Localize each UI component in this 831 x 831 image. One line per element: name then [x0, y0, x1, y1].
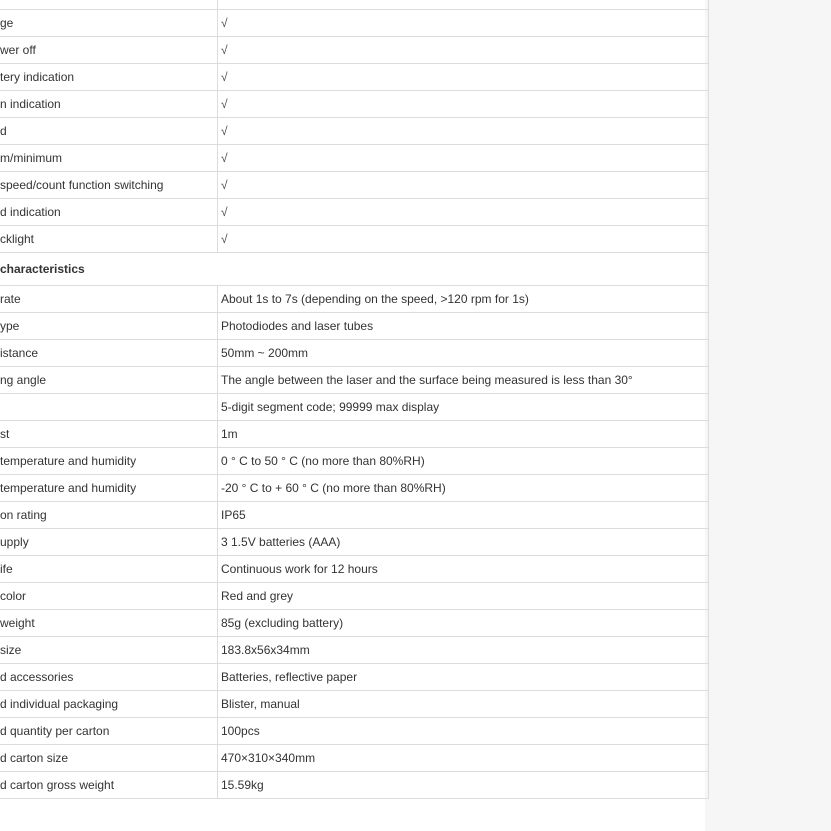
spec-value: Blister, manual — [218, 691, 709, 718]
check-mark: √ — [218, 172, 709, 199]
table-row — [0, 286, 709, 313]
strip-cell-value — [218, 0, 709, 10]
table-row — [0, 448, 709, 475]
spec-label: speed/count function switching — [0, 172, 218, 199]
spec-value: IP65 — [218, 502, 709, 529]
table-row — [0, 340, 709, 367]
table-row — [0, 745, 709, 772]
spec-value: 0 ° C to 50 ° C (no more than 80%RH) — [218, 448, 709, 475]
check-mark: √ — [218, 226, 709, 253]
spec-label: tery indication — [0, 64, 218, 91]
table-row — [0, 226, 709, 253]
spec-value: About 1s to 7s (depending on the speed, >120 rpm for 1s) — [218, 286, 709, 313]
section-header-row — [0, 253, 709, 286]
spec-label: ype — [0, 313, 218, 340]
spec-label: size — [0, 637, 218, 664]
table-row — [0, 772, 709, 799]
spec-label: weight — [0, 610, 218, 637]
spec-value: 15.59kg — [218, 772, 709, 799]
spec-value: 183.8x56x34mm — [218, 637, 709, 664]
spec-value: 5-digit segment code; 99999 max display — [218, 394, 709, 421]
table-row — [0, 10, 709, 37]
table-row — [0, 610, 709, 637]
table-row-top-strip — [0, 0, 709, 10]
spec-label: upply — [0, 529, 218, 556]
strip-cell-label — [0, 0, 218, 10]
spec-label: on rating — [0, 502, 218, 529]
table-row — [0, 172, 709, 199]
spec-label: m/minimum — [0, 145, 218, 172]
spec-label: cklight — [0, 226, 218, 253]
table-row — [0, 367, 709, 394]
table-row — [0, 502, 709, 529]
spec-label: istance — [0, 340, 218, 367]
spec-value: -20 ° C to + 60 ° C (no more than 80%RH) — [218, 475, 709, 502]
spec-value: Batteries, reflective paper — [218, 664, 709, 691]
table-row — [0, 91, 709, 118]
spec-value: 470×310×340mm — [218, 745, 709, 772]
spec-label: d — [0, 118, 218, 145]
check-mark: √ — [218, 10, 709, 37]
spec-label: color — [0, 583, 218, 610]
spec-label: d carton size — [0, 745, 218, 772]
spec-value: The angle between the laser and the surface being measured is less than 30° — [218, 367, 709, 394]
spec-label: ife — [0, 556, 218, 583]
table-row — [0, 64, 709, 91]
spec-value: 50mm ~ 200mm — [218, 340, 709, 367]
check-mark: √ — [218, 91, 709, 118]
spec-label — [0, 394, 218, 421]
table-row — [0, 118, 709, 145]
spec-label: d accessories — [0, 664, 218, 691]
spec-value: Red and grey — [218, 583, 709, 610]
check-mark: √ — [218, 64, 709, 91]
spec-label: d individual packaging — [0, 691, 218, 718]
spec-value: 100pcs — [218, 718, 709, 745]
table-row — [0, 637, 709, 664]
spec-value: 85g (excluding battery) — [218, 610, 709, 637]
spec-value: Continuous work for 12 hours — [218, 556, 709, 583]
check-mark: √ — [218, 37, 709, 64]
table-row — [0, 199, 709, 226]
table-row — [0, 529, 709, 556]
spec-label: st — [0, 421, 218, 448]
spec-label: temperature and humidity — [0, 475, 218, 502]
table-row — [0, 145, 709, 172]
table-row — [0, 664, 709, 691]
check-mark: √ — [218, 199, 709, 226]
spec-label: d carton gross weight — [0, 772, 218, 799]
spec-label: d quantity per carton — [0, 718, 218, 745]
spec-label: d indication — [0, 199, 218, 226]
check-mark: √ — [218, 145, 709, 172]
check-mark: √ — [218, 118, 709, 145]
table-row — [0, 556, 709, 583]
spec-label: n indication — [0, 91, 218, 118]
spec-label: rate — [0, 286, 218, 313]
table-row — [0, 37, 709, 64]
spec-value: 1m — [218, 421, 709, 448]
table-row — [0, 583, 709, 610]
table-row — [0, 475, 709, 502]
spec-label: ng angle — [0, 367, 218, 394]
spec-value: 3 1.5V batteries (AAA) — [218, 529, 709, 556]
table-row — [0, 691, 709, 718]
spec-label: wer off — [0, 37, 218, 64]
table-row — [0, 394, 709, 421]
spec-value: Photodiodes and laser tubes — [218, 313, 709, 340]
table-row — [0, 421, 709, 448]
table-row — [0, 718, 709, 745]
section-title: characteristics — [0, 253, 709, 286]
table-row — [0, 313, 709, 340]
spec-label: temperature and humidity — [0, 448, 218, 475]
spec-label: ge — [0, 10, 218, 37]
